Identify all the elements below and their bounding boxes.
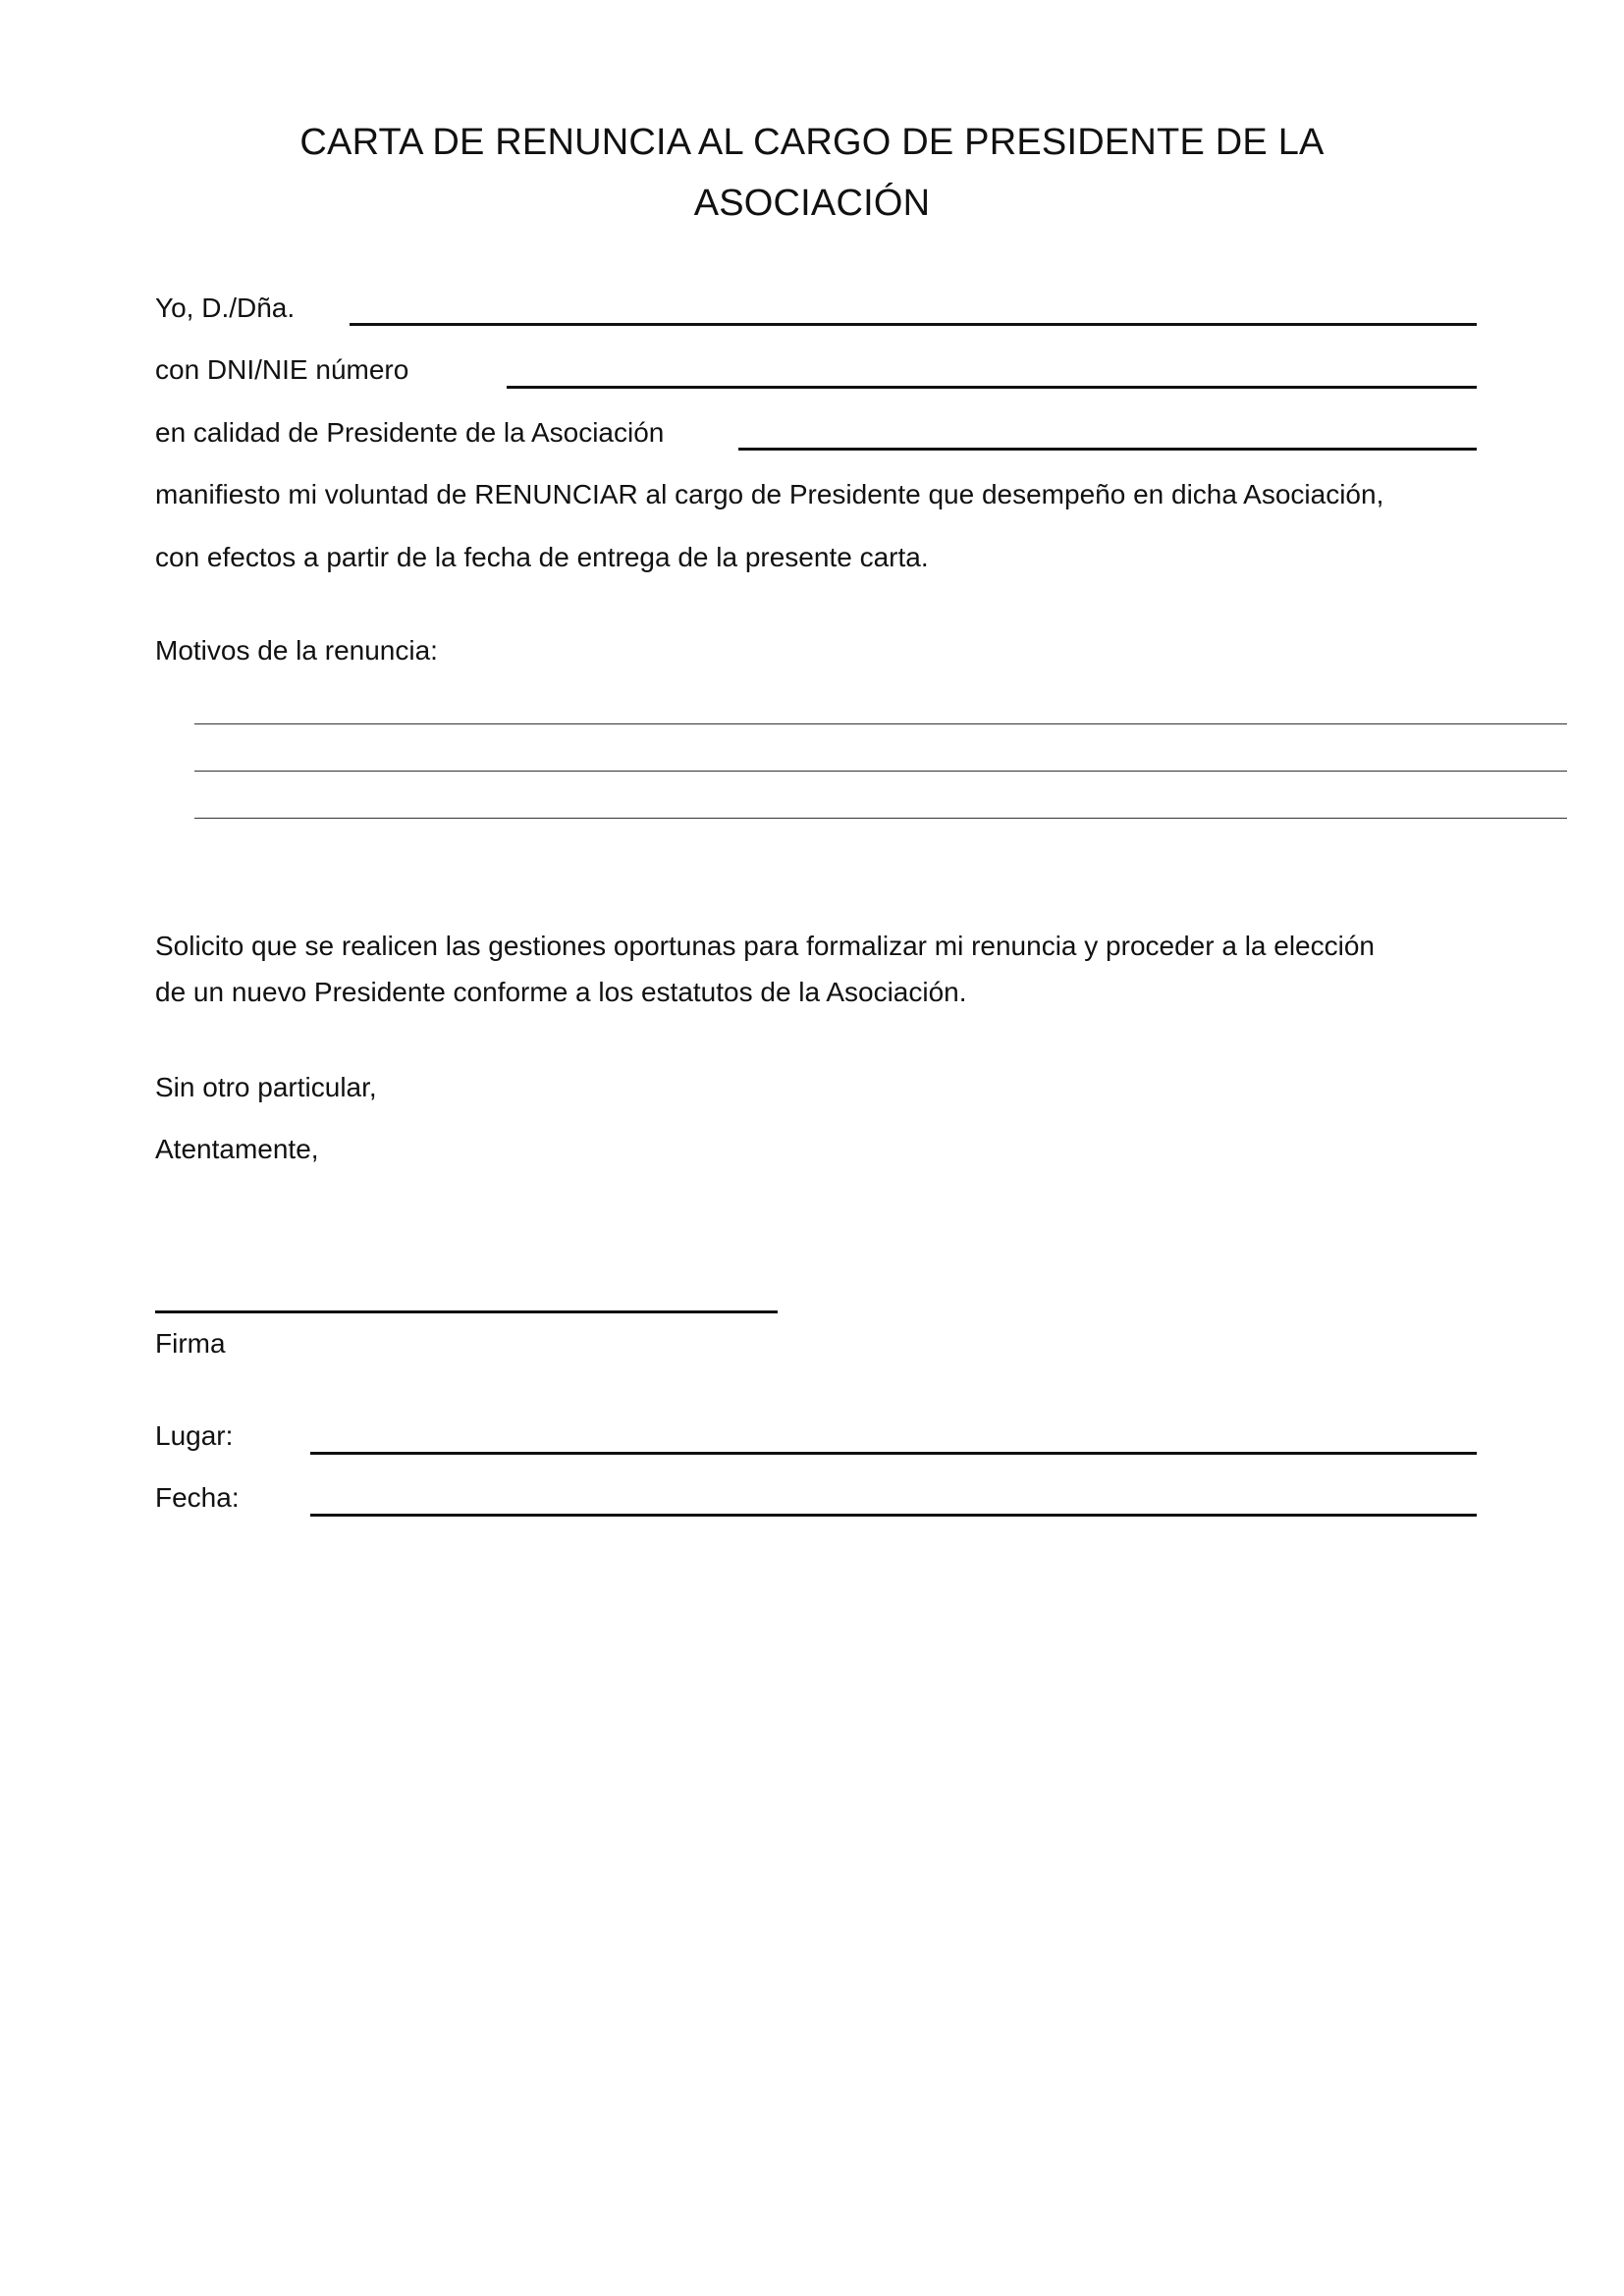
dni-label: con DNI/NIE número [155,354,409,385]
role-label: en calidad de Presidente de la Asociación [155,417,665,448]
body-line-2: con efectos a partir de la fecha de entrega de la presente carta. [155,542,929,572]
document-title [223,112,1401,234]
request-line-2: de un nuevo Presidente conforme a los estatutos de la Asociación. [155,977,967,1007]
request-line-1: Solicito que se realicen las gestiones oportunas para formalizar mi renuncia y proceder a la elección [155,931,1375,961]
closing-line-1: Sin otro particular, [155,1072,377,1102]
association-field[interactable] [738,448,1477,451]
place-field[interactable] [310,1452,1477,1455]
motives-line-1[interactable] [194,723,1567,724]
dni-field[interactable] [507,386,1477,389]
signature-line[interactable] [155,1310,778,1313]
place-label: Lugar: [155,1420,234,1451]
date-label: Fecha: [155,1482,240,1513]
name-field[interactable] [350,323,1477,326]
motives-label: Motivos de la renuncia: [155,635,438,666]
body-line-1: manifiesto mi voluntad de RENUNCIAR al cargo de Presidente que desempeño en dicha Asociación, [155,479,1384,509]
closing-line-2: Atentamente, [155,1134,319,1164]
signature-label: Firma [155,1328,226,1359]
date-field[interactable] [310,1514,1477,1517]
motives-line-2[interactable] [194,771,1567,772]
title-line-1: CARTA DE RENUNCIA AL CARGO DE PRESIDENTE DE LA [299,122,1325,163]
motives-line-3[interactable] [194,818,1567,819]
name-label: Yo, D./Dña. [155,293,296,323]
title-line-2: ASOCIACIÓN [693,183,931,224]
